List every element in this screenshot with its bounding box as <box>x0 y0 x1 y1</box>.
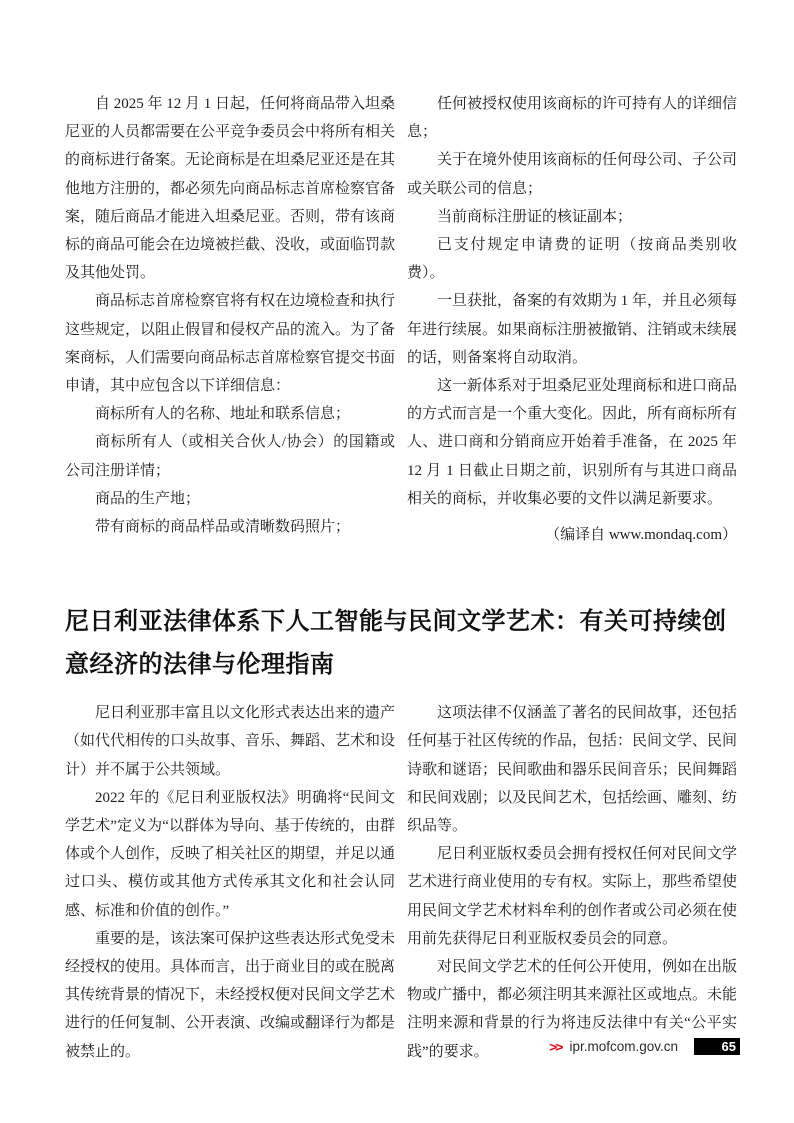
page-content <box>65 90 737 1066</box>
paragraph: 自 2025 年 12 月 1 日起，任何将商品带入坦桑尼亚的人员都需要在公平竞争委员会中将所有相关的商标进行备案。无论商标是在坦桑尼亚还是在其他地方注册的，都必须先向商品标志首席检察官备案，随后商品才能进入坦桑尼亚。否则，带有该商标的商品可能会在边境被拦截、没收，或面临罚款及其他处罚。 <box>65 96 396 282</box>
list-item-paragraph: 商标所有人（或相关合伙人/协会）的国籍或公司注册详情； <box>65 434 395 479</box>
list-item-paragraph: 商品的生产地； <box>95 490 201 507</box>
page-footer <box>549 1038 740 1055</box>
paragraph: 一旦获批，备案的有效期为 1 年，并且必须每年进行续展。如果商标注册被撤销、注销或未续展的话，则备案将自动取消。 <box>407 293 738 366</box>
list-item-paragraph: 已支付规定申请费的证明（按商品类别收费）。 <box>407 237 737 282</box>
article1-columns <box>65 90 737 549</box>
article1-left-column <box>65 90 395 549</box>
double-chevron-icon: >> <box>549 1039 562 1054</box>
paragraph: 尼日利亚那丰富且以文化形式表达出来的遗产（如代代相传的口头故事、音乐、舞蹈、艺术和设计）并不属于公共领域。 <box>65 705 396 778</box>
paragraph: 商品标志首席检察官将有权在边境检查和执行这些规定，以阻止假冒和侵权产品的流入。为了备案商标，人们需要向商品标志首席检察官提交书面申请，其中应包含以下详细信息： <box>65 293 396 395</box>
paragraph: 尼日利亚版权委员会拥有授权任何对民间文学艺术进行商业使用的专有权。实际上，那些希望使用民间文学艺术材料牟利的创作者或公司必须在使用前先获得尼日利亚版权委员会的同意。 <box>407 846 738 947</box>
page-number-badge: 65 <box>694 1038 740 1055</box>
paragraph: 这一新体系对于坦桑尼亚处理商标和进口商品的方式而言是一个重大变化。因此，所有商标所有人、进口商和分销商应开始着手准备，在 2025 年 12 月 1 日截止日期之前，识别所有与其进口商品相关的商标，并收集必要的文件以满足新要求。 <box>407 378 738 507</box>
paragraph: 重要的是，该法案可保护这些表达形式免受未经授权的使用。具体而言，出于商业目的或在脱离其传统背景的情况下，未经授权便对民间文学艺术进行的任何复制、公开表演、改编或翻译行为都是被禁止的。 <box>65 930 396 1060</box>
paragraph: 2022 年的《尼日利亚版权法》明确将“民间文学艺术”定义为“以群体为导向、基于传统的，由群体或个人创作，反映了相关社区的期望，并足以通过口头、模仿或其他方式传承其文化和社会认同感、标准和价值的创作。” <box>65 789 396 919</box>
list-item-paragraph: 带有商标的商品样品或清晰数码照片； <box>95 519 351 536</box>
list-item-paragraph: 关于在境外使用该商标的任何母公司、子公司或关联公司的信息； <box>407 152 738 197</box>
paragraph: 这项法律不仅涵盖了著名的民间故事，还包括任何基于社区传统的作品，包括：民间文学、民间诗歌和谜语；民间歌曲和器乐民间音乐；民间舞蹈和民间戏剧；以及民间艺术，包括绘画、雕刻、纺织品等。 <box>407 705 738 835</box>
article2-right-column <box>407 699 737 1066</box>
list-item-paragraph: 任何被授权使用该商标的许可持有人的详细信息； <box>407 96 738 141</box>
article-title: 尼日利亚法律体系下人工智能与民间文学艺术：有关可持续创意经济的法律与伦理指南 <box>65 608 727 679</box>
footer-site-url: ipr.mofcom.gov.cn <box>569 1039 678 1054</box>
article1-right-column <box>407 90 737 549</box>
paragraph: 对民间文学艺术的任何公开使用，例如在出版物或广播中，都必须注明其来源社区或地点。未能注明来源和背景的行为将违反法律中有关“公平实践”的要求。 <box>407 959 738 1060</box>
list-item-paragraph: 当前商标注册证的核证副本； <box>437 208 633 225</box>
article2-columns <box>65 699 737 1066</box>
article2-left-column <box>65 699 395 1066</box>
list-item-paragraph: 商标所有人的名称、地址和联系信息； <box>95 406 351 423</box>
source-attribution: （编译自 www.mondaq.com） <box>545 527 737 544</box>
